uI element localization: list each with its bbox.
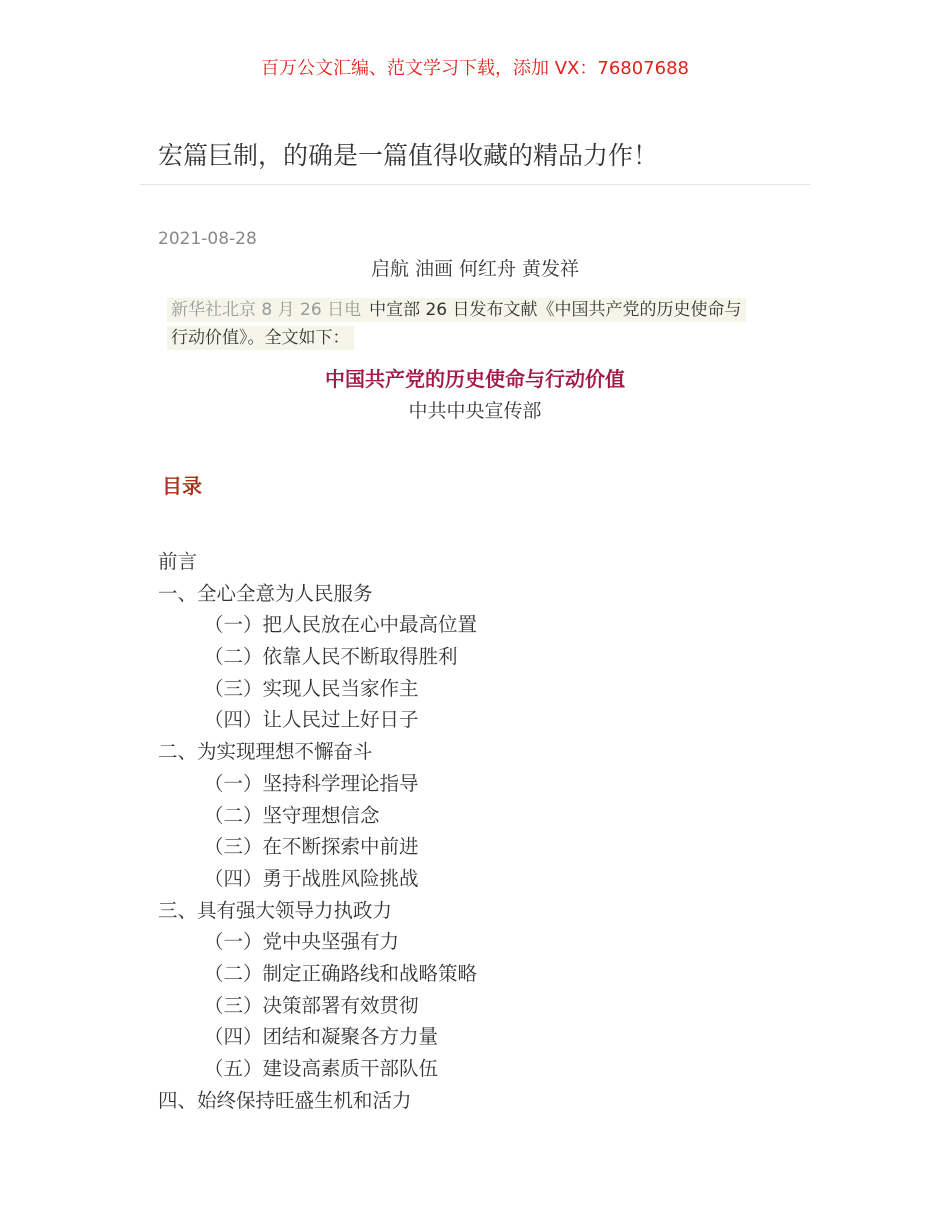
doc-title: 中国共产党的历史使命与行动价值: [325, 367, 625, 391]
toc-subitem[interactable]: （三）实现人民当家作主: [204, 676, 419, 700]
doc-author: 中共中央宣传部: [408, 400, 542, 422]
toc-subitem[interactable]: （三）决策部署有效贯彻: [204, 993, 419, 1017]
toc-item[interactable]: 四、始终保持旺盛生机和活力: [158, 1088, 412, 1112]
toc-subitem[interactable]: （五）建设高素质干部队伍: [204, 1057, 439, 1080]
toc-subitem[interactable]: （二）依靠人民不断取得胜利: [204, 645, 458, 669]
article-title: 宏篇巨制，的确是一篇值得收藏的精品力作！: [158, 141, 659, 170]
lead-paragraph: [167, 296, 787, 352]
lead-text-line2: 行动价值》。全文如下：: [167, 326, 354, 350]
toc-subitem[interactable]: （一）党中央坚强有力: [204, 930, 400, 954]
toc-subitem[interactable]: （四）勇于战胜风险挑战: [204, 866, 419, 890]
toc-list: [158, 546, 798, 1116]
title-divider: [140, 184, 810, 185]
lead-text-line1: 中宣部 26 日发布文献《中国共产党的历史使命与: [365, 298, 745, 322]
toc-subitem[interactable]: （三）在不断探索中前进: [204, 835, 419, 859]
lead-dateline: 新华社北京 8 月 26 日电: [171, 300, 362, 320]
toc-item[interactable]: 三、具有强大领导力执政力: [158, 898, 393, 922]
toc-heading: 目录: [162, 474, 202, 498]
toc-subitem[interactable]: （四）团结和凝聚各方力量: [204, 1025, 439, 1049]
toc-item[interactable]: 一、全心全意为人民服务: [158, 581, 373, 605]
toc-subitem[interactable]: （四）让人民过上好日子: [204, 708, 419, 732]
toc-item[interactable]: 前言: [158, 550, 198, 573]
publish-date: 2021-08-28: [158, 229, 257, 249]
image-caption: 启航 油画 何红舟 黄发祥: [370, 258, 580, 280]
toc-subitem[interactable]: （二）制定正确路线和战略策略: [204, 961, 478, 985]
toc-subitem[interactable]: （一）把人民放在心中最高位置: [204, 613, 478, 637]
toc-subitem[interactable]: （一）坚持科学理论指导: [204, 771, 419, 795]
toc-subitem[interactable]: （二）坚守理想信念: [204, 803, 380, 827]
toc-item[interactable]: 二、为实现理想不懈奋斗: [158, 740, 373, 764]
header-notice: 百万公文汇编、范文学习下载，添加 VX：76807688: [261, 58, 689, 79]
